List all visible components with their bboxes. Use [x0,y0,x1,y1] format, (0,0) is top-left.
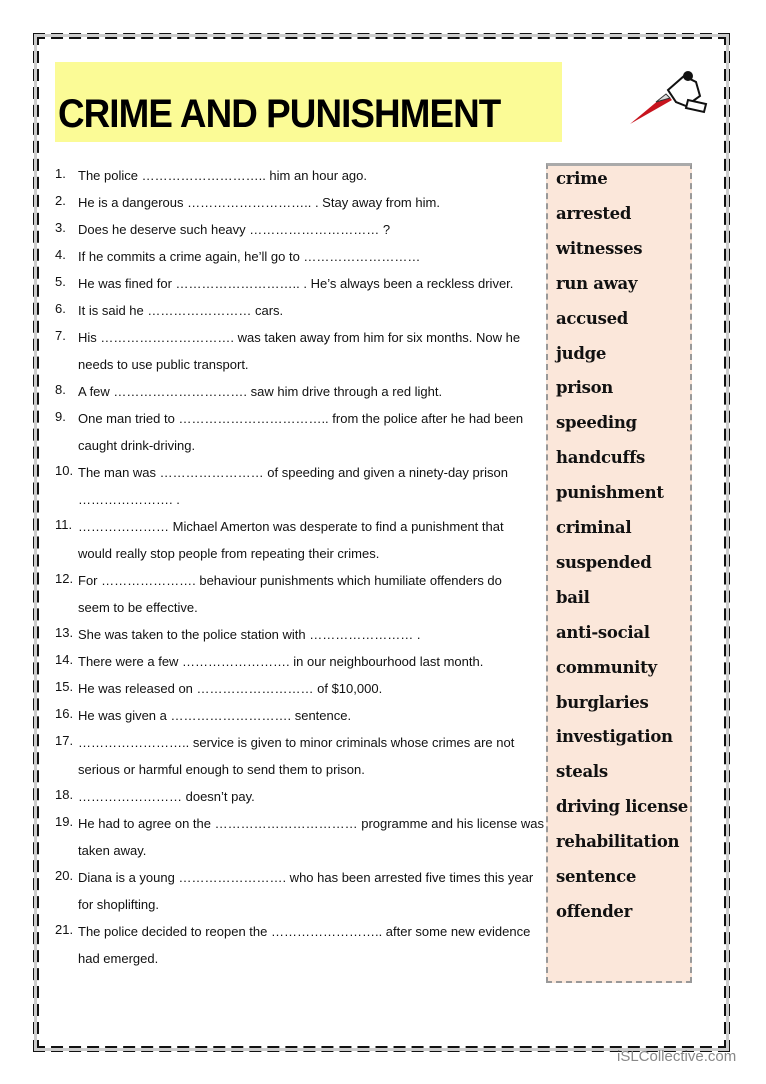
sentence-text: He was fined for ……………………….. . He’s always been a reckless driver. [78,276,514,291]
sentence-item [55,382,525,409]
item-number: 4. [55,247,66,262]
item-number: 11. [55,517,73,532]
word-bank-item: sentence [556,867,637,886]
sentence-item [55,274,525,301]
word-bank-item: bail [556,587,590,607]
item-number: 21. [55,922,74,937]
sentence-item [55,409,525,463]
sentence-item [55,301,525,328]
sentence-item [55,193,525,220]
sentence-text: seem to be effective. [78,600,198,615]
sentence-item [55,220,525,247]
sentence-item [55,571,525,625]
word-bank-item: steals [556,762,608,782]
page-title: CRIME AND PUNISHMENT [58,92,501,136]
sentence-text: ………………… Michael Amerton was desperate to find a punishment that [78,519,504,534]
word-bank-item: handcuffs [556,448,646,468]
item-number: 16. [55,706,74,721]
sentence-text: needs to use public transport. [78,357,249,372]
sentence-item [55,463,525,517]
item-number: 17. [55,733,74,748]
sentence-item [55,922,531,976]
sentence-item [55,517,525,571]
sentence-item [55,814,545,868]
sentence-item [55,679,525,706]
sentence-text: She was taken to the police station with …………………… . [78,627,421,642]
word-bank-item: driving license [556,797,688,817]
word-bank-item: crime [556,169,608,188]
item-number: 10. [55,463,74,478]
word-bank-item: offender [556,901,633,921]
sentence-item [55,787,525,814]
sentence-text: Does he deserve such heavy ………………………… ? [78,222,391,237]
sentence-text: It is said he …………………… cars. [78,303,284,318]
item-number: 5. [55,274,66,289]
sentence-text: His …………………………. was taken away from him for six months. Now he [78,330,521,345]
sentence-text: He had to agree on the …………………………… programme and his license was [78,816,545,831]
item-number: 14. [55,652,74,667]
sentence-text: …………………….. service is given to minor criminals whose crimes are not [78,735,515,750]
knife-icon [626,66,710,128]
item-number: 3. [55,220,66,235]
sentence-text: serious or harmful enough to send them to prison. [78,762,365,777]
word-bank-item: anti-social [556,622,650,642]
item-number: 8. [55,382,66,397]
sentence-item [55,706,525,733]
word-bank [546,163,692,983]
sentence-text: The police ……………………….. him an hour ago. [78,168,367,183]
sentence-text: He is a dangerous ……………………….. . Stay away from him. [78,195,440,210]
sentence-item [55,733,525,787]
word-bank-item: punishment [556,483,664,503]
item-number: 9. [55,409,66,424]
item-number: 19. [55,814,74,829]
item-number: 12. [55,571,74,586]
word-bank-item: arrested [556,203,632,223]
sentence-text: A few …………………………. saw him drive through a red light. [78,384,443,399]
sentence-item [55,625,525,652]
word-bank-item: speeding [556,413,637,433]
sentence-item [55,652,525,679]
sentence-item [55,328,525,382]
item-number: 1. [55,166,66,181]
sentence-text: One man tried to …………………………….. from the police after he had been [78,411,524,426]
item-number: 6. [55,301,66,316]
sentence-text: If he commits a crime again, he’ll go to ……………………… [78,249,421,264]
sentence-text: taken away. [78,843,147,858]
watermark: iSLCollective.com [617,1048,737,1065]
sentence-item [55,247,525,274]
word-bank-item: community [556,657,657,677]
item-number: 2. [55,193,66,208]
word-bank-item: criminal [556,518,632,537]
word-bank-item: witnesses [556,238,643,258]
sentence-text: for shoplifting. [78,897,159,912]
sentence-text: The police decided to reopen the …………………….. after some new evidence [78,924,531,939]
sentence-text: caught drink-driving. [78,438,196,453]
item-number: 20. [55,868,74,883]
word-bank-item: accused [556,308,629,328]
word-bank-item: suspended [556,552,652,572]
sentence-item [55,868,534,922]
item-number: 15. [55,679,74,694]
sentence-text: had emerged. [78,951,159,966]
sentence-text: …………………… doesn’t pay. [78,789,255,804]
item-number: 18. [55,787,74,802]
item-number: 13. [55,625,74,640]
word-bank-item: rehabilitation [556,832,680,852]
word-bank-item: investigation [556,727,673,747]
word-bank-item: prison [556,378,613,398]
sentence-text: He was released on ……………………… of $10,000. [78,681,383,696]
sentence-text: For …………………. behaviour punishments which humiliate offenders do [78,573,502,588]
sentence-text: Diana is a young ……………………. who has been arrested five times this year [78,870,534,885]
word-bank-item: judge [556,343,607,363]
word-bank-item: burglaries [556,692,649,712]
sentence-text: …………………. . [78,492,180,507]
sentence-text: would really stop people from repeating their crimes. [78,546,380,561]
sentence-list [55,166,545,976]
item-number: 7. [55,328,66,343]
sentence-item [55,166,525,193]
sentence-text: The man was …………………… of speeding and given a ninety-day prison [78,465,508,480]
sentence-text: There were a few ……………………. in our neighbourhood last month. [78,654,484,669]
sentence-text: He was given a ………………………. sentence. [78,708,352,723]
word-bank-item: run away [556,273,638,293]
